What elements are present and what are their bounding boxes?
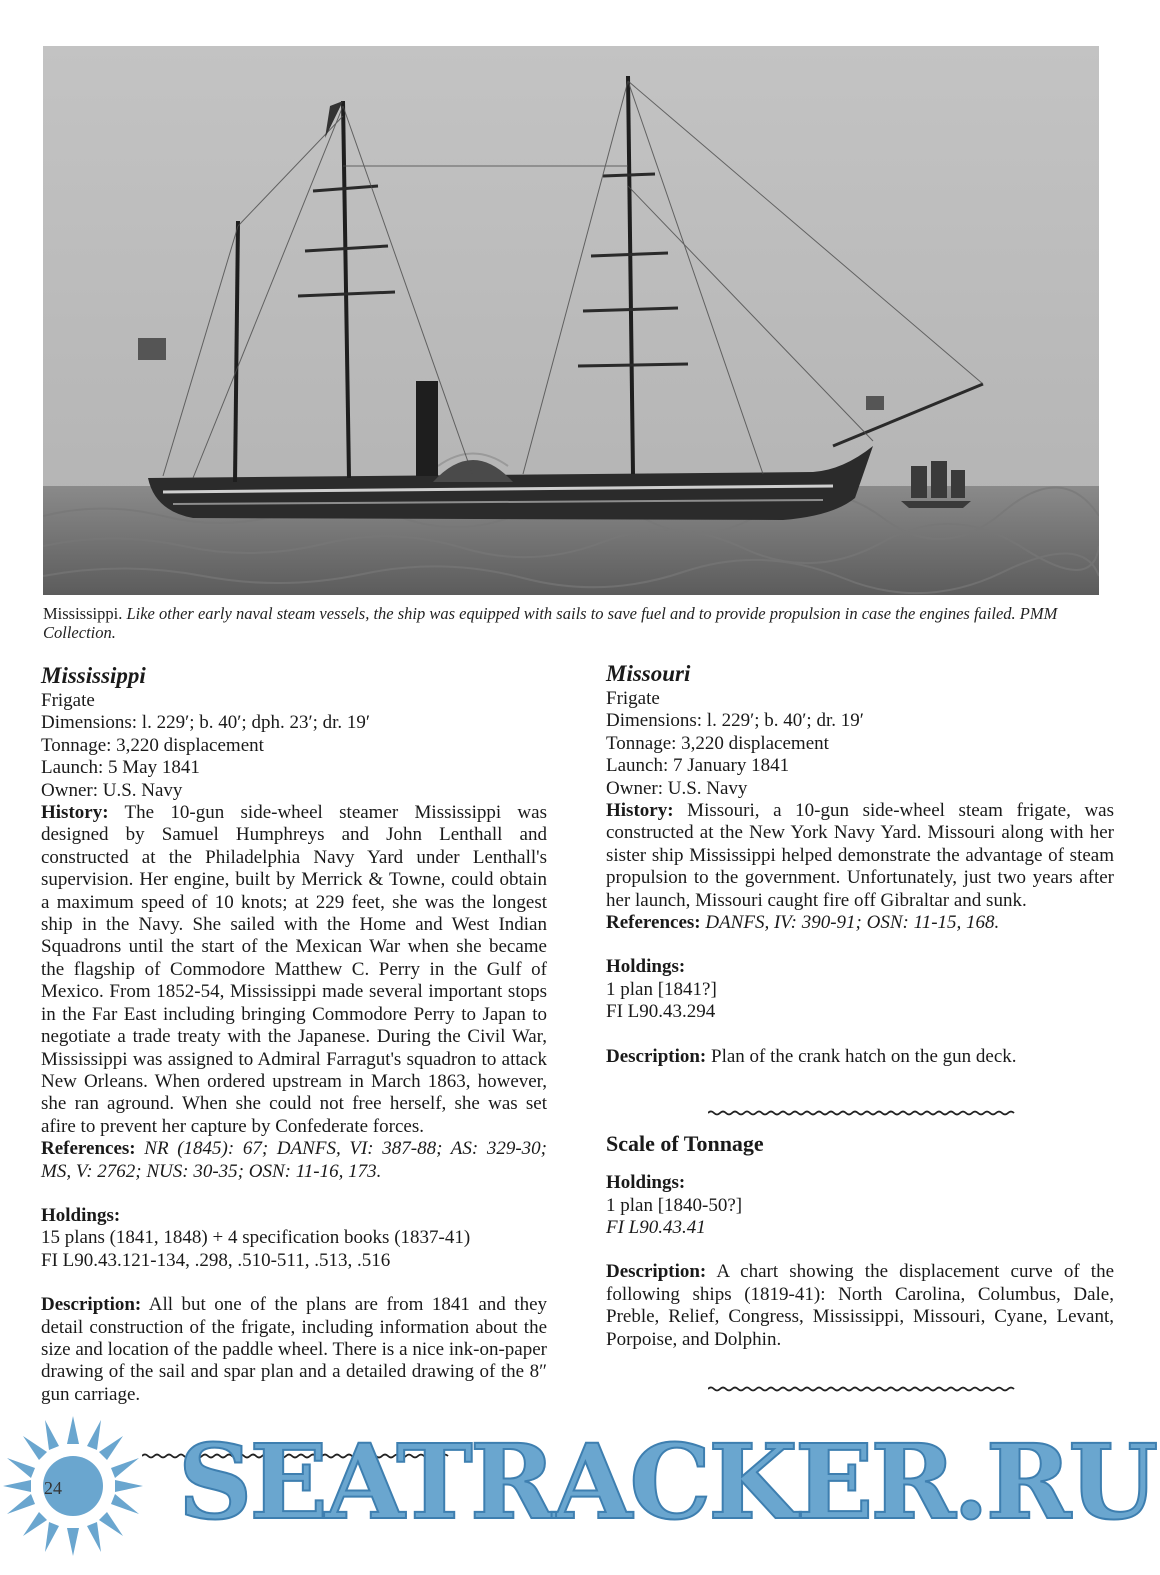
section-divider	[708, 1110, 1018, 1116]
ship-launch: Launch: 5 May 1841	[41, 757, 200, 779]
holdings-catalog-number: FI L90.43.121-134, .298, .510-511, .513, .516	[41, 1249, 391, 1271]
history-text: The 10-gun side-wheel steamer Mississippi was designed by Samuel Humphreys and John Lenthall and constructed at the Philadelphia Navy Yard under Lenthall's supervision. Her engine, built by Merrick & Towne, could obtain a maximum speed of 10 knots; at 229 feet, she was the longest ship in the Navy. She sailed with the Home and West Indian Squadrons until the start of the Mexican War when she became the flagship of Commodore Matthew C. Perry in the Gulf of Mexico. From 1852-54, Mississippi made several important stops in the Far East including bringing Commodore Perry to Japan to negotiate a trade treaty with the Japanese. During the Civil War, Mississippi was assigned to Admiral Farragut's squadron to attack New Orleans. When ordered upstream in March 1863, however, she ran aground. When she could not free herself, she was set afire to prevent her capture by Confederate forces.	[41, 802, 547, 1137]
watermark-text: SEATRACKER.RU	[178, 1422, 1156, 1543]
entry-title-scale-of-tonnage: Scale of Tonnage	[606, 1131, 764, 1157]
description-label: Description:	[41, 1294, 142, 1316]
section-divider	[708, 1386, 1018, 1392]
ship-owner: Owner: U.S. Navy	[41, 779, 183, 801]
mississippi-ship-illustration	[43, 46, 1099, 595]
description-paragraph	[606, 1261, 1114, 1351]
ship-dimensions: Dimensions: l. 229′; b. 40′; dph. 23′; dr. 19′	[41, 712, 371, 734]
photo-caption	[43, 604, 1113, 642]
mississippi-entry	[41, 662, 547, 1406]
history-label: History:	[41, 802, 109, 824]
references-text: NR (1845): 67; DANFS, VI: 387-88; AS: 329-30; MS, V: 2762; NUS: 30-35; OSN: 11-16, 173.	[41, 1138, 548, 1182]
ship-type: Frigate	[41, 690, 95, 711]
holdings-label: Holdings:	[606, 1172, 686, 1194]
holdings-plans: 15 plans (1841, 1848) + 4 specification books (1837-41)	[41, 1227, 471, 1249]
history-label: History:	[606, 800, 674, 822]
ship-photograph	[43, 46, 1099, 595]
description-paragraph	[41, 1294, 547, 1406]
ship-owner: Owner: U.S. Navy	[606, 777, 748, 799]
ship-launch: Launch: 7 January 1841	[606, 755, 790, 777]
references-label: References:	[606, 912, 701, 934]
page-number: 24	[44, 1478, 62, 1498]
holdings-label: Holdings:	[606, 956, 686, 978]
description-text: All but one of the plans are from 1841 and they detail construction of the frigate, including information about the size and location of the paddle wheel. There is a nice ink-on-paper drawing of the sail and spar plan and a detailed drawing of the 8″ gun carriage.	[41, 1294, 547, 1405]
ship-tonnage: Tonnage: 3,220 displacement	[606, 732, 829, 754]
references-paragraph	[606, 912, 1114, 934]
ship-type: Frigate	[606, 688, 660, 709]
history-text: Missouri, a 10-gun side-wheel steam frigate, was constructed at the New York Navy Yard. Missouri along with her sister ship Mississippi helped demonstrate the advantage of steam propulsion to the government. Unfortunately, just two years after her launch, Missouri caught fire off Gibraltar and sunk.	[606, 800, 1114, 911]
references-text: DANFS, IV: 390-91; OSN: 11-15, 168.	[705, 912, 1000, 934]
entry-title-mississippi: Mississippi	[41, 663, 146, 688]
history-paragraph	[606, 800, 1114, 912]
caption-text: Like other early naval steam vessels, the ship was equipped with sails to save fuel and to provide propulsion in case the engines failed. PMM Collection.	[43, 604, 1058, 642]
description-text: Plan of the crank hatch on the gun deck.	[711, 1045, 1017, 1067]
caption-ship-name: Mississippi.	[43, 604, 123, 623]
description-label: Description:	[606, 1045, 707, 1067]
holdings-plans: 1 plan [1840-50?]	[606, 1194, 743, 1216]
description-label: Description:	[606, 1261, 707, 1283]
watermark-sun-icon	[3, 1398, 153, 1573]
holdings-catalog-number: FI L90.43.294	[606, 1001, 716, 1023]
ship-tonnage: Tonnage: 3,220 displacement	[41, 734, 264, 756]
description-paragraph	[606, 1046, 1114, 1068]
ship-dimensions: Dimensions: l. 229′; b. 40′; dr. 19′	[606, 710, 864, 732]
holdings-plans: 1 plan [1841?]	[606, 978, 717, 1000]
references-label: References:	[41, 1138, 136, 1160]
description-text: A chart showing the displacement curve of the following ships (1819-41): North Carolina, Columbus, Dale, Preble, Relief, Congress, Mississippi, Missouri, Cyane, Levant, Porpoise, and Dolphin.	[606, 1261, 1115, 1350]
references-paragraph	[41, 1138, 547, 1183]
entry-title-missouri: Missouri	[606, 661, 691, 686]
history-paragraph	[41, 802, 547, 1138]
holdings-catalog-number: FI L90.43.41	[606, 1216, 706, 1238]
missouri-entry	[606, 660, 1114, 1351]
holdings-label: Holdings:	[41, 1204, 121, 1226]
